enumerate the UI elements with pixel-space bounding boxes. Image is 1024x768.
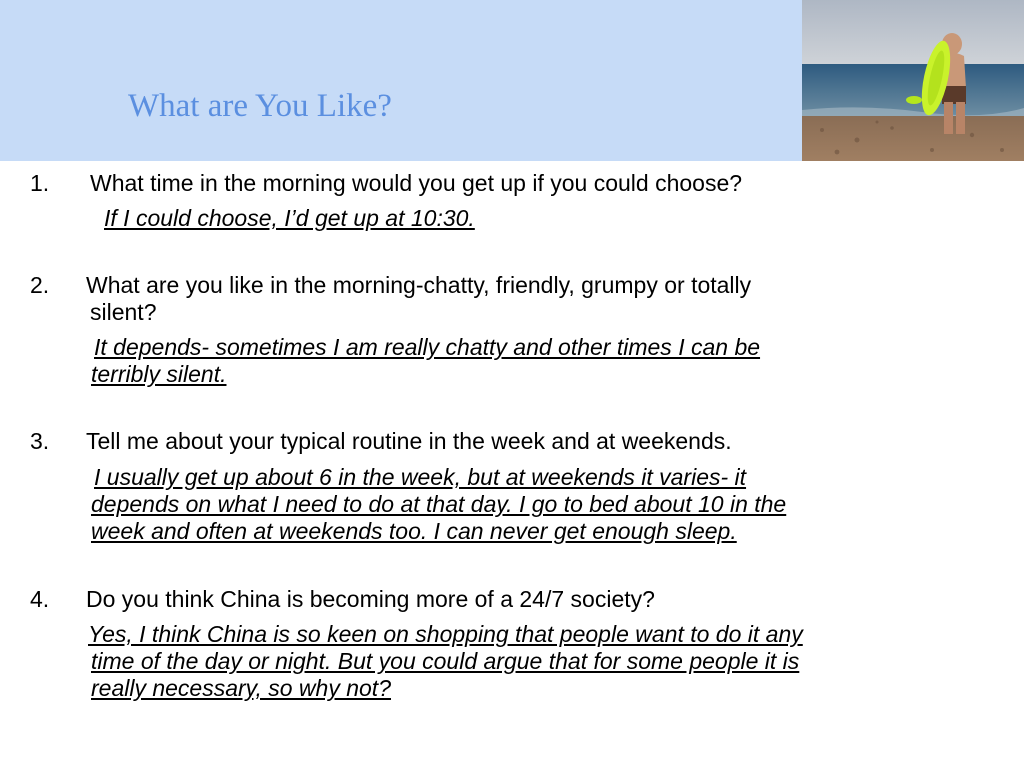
question-text: What are you like in the morning-chatty, friendly, grumpy or totally <box>86 272 752 298</box>
answer-line: terribly silent. <box>91 361 227 387</box>
answer-line: time of the day or night. But you could argue that for some people it is <box>91 648 800 674</box>
answer-line: I usually get up about 6 in the week, but at weekends it varies- it <box>94 464 747 490</box>
question-text: silent? <box>90 299 157 325</box>
question-text: Do you think China is becoming more of a 24/7 society? <box>86 586 655 612</box>
question-number: 2. <box>30 272 50 298</box>
answer-line: It depends- sometimes I am really chatty and other times I can be <box>94 334 761 360</box>
answer-line: Yes, I think China is so keen on shopping that people want to do it any <box>88 621 803 647</box>
answer-line: really necessary, so why not? <box>91 675 391 701</box>
question-text: Tell me about your typical routine in the week and at weekends. <box>86 428 732 454</box>
answer-line: If I could choose, I’d get up at 10:30. <box>104 205 475 231</box>
question-number: 3. <box>30 428 50 454</box>
question-number: 1. <box>30 170 50 196</box>
slide-title: What are You Like? <box>128 88 392 124</box>
answer-line: week and often at weekends too. I can never get enough sleep. <box>91 518 737 544</box>
answer-line: depends on what I need to do at that day. I go to bed about 10 in the <box>91 491 787 517</box>
question-number: 4. <box>30 586 50 612</box>
question-text: What time in the morning would you get up if you could choose? <box>90 170 743 196</box>
